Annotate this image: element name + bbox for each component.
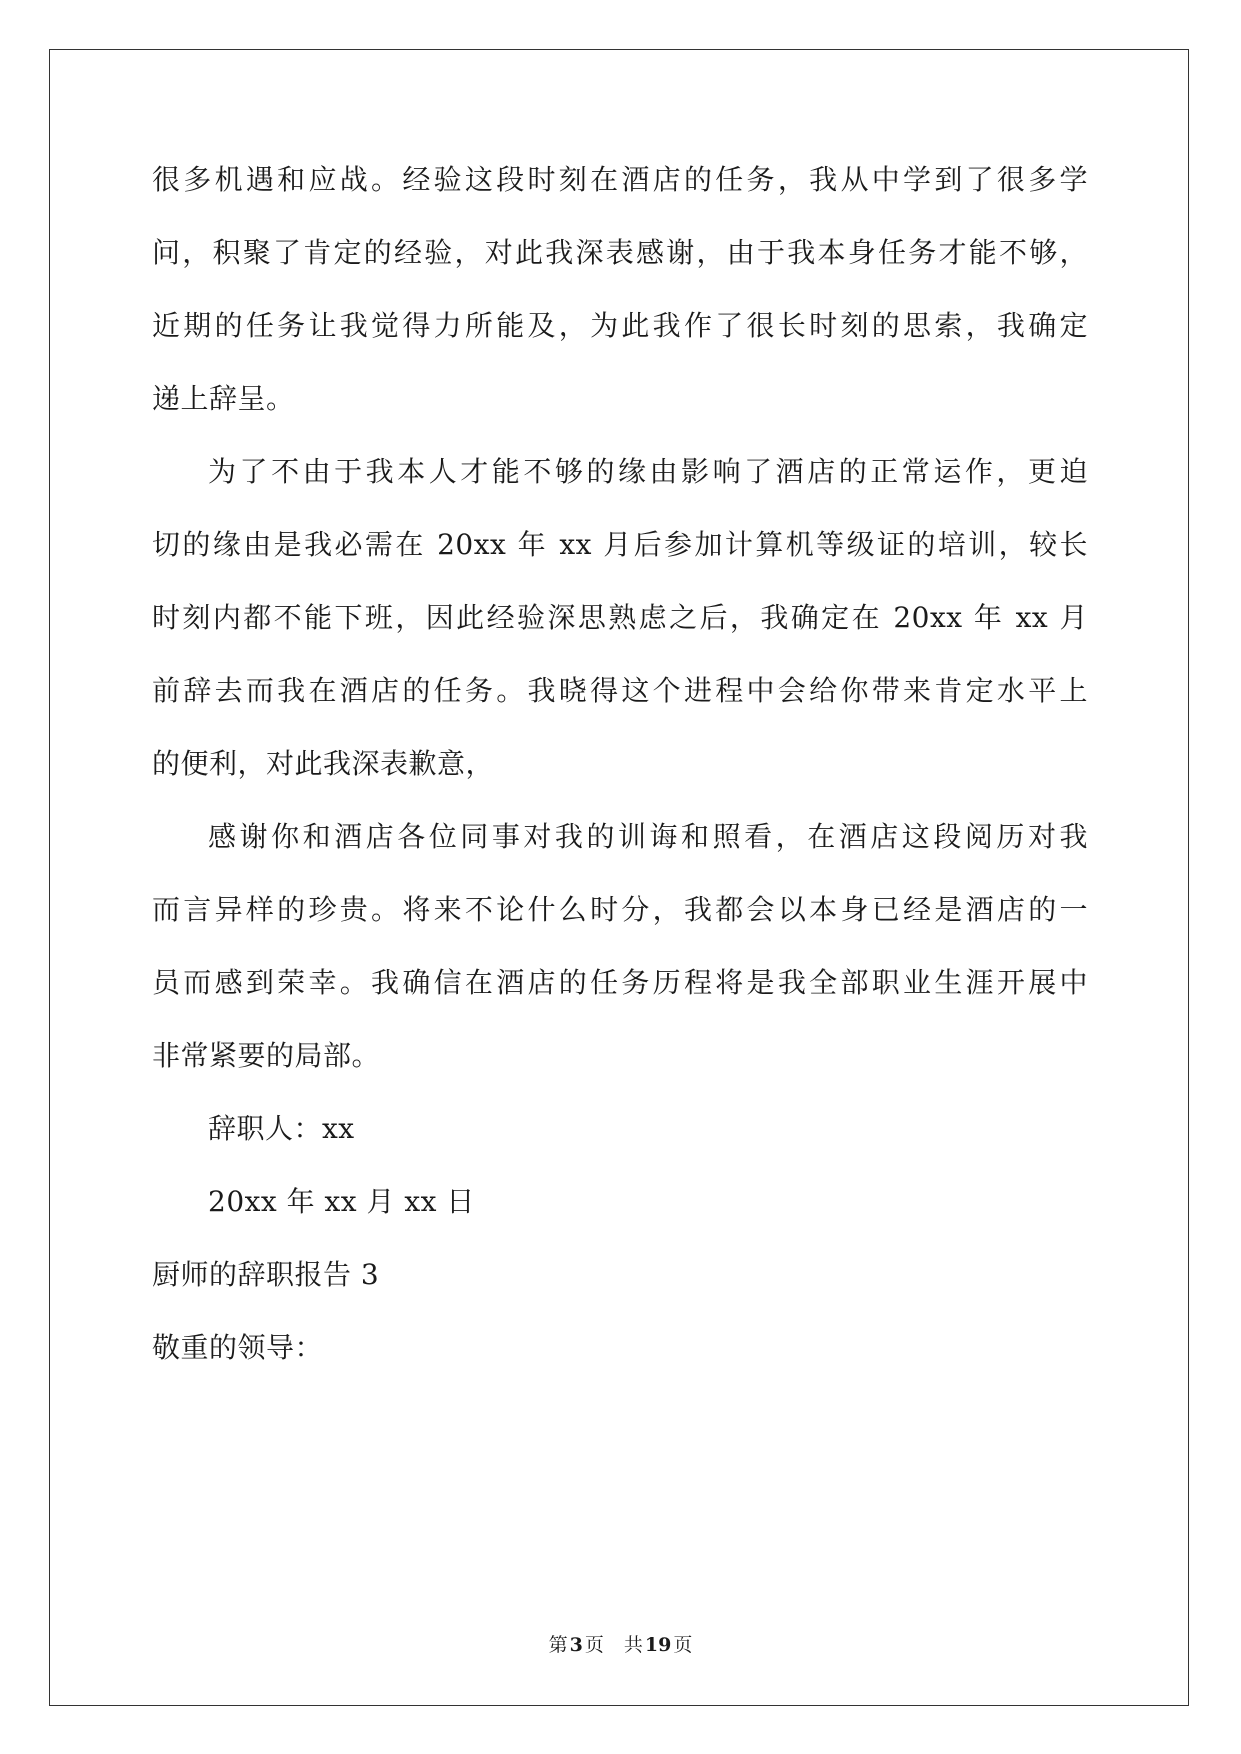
total-prefix: 共: [623, 1634, 643, 1656]
date-line: 20xx 年 xx 月 xx 日: [208, 1185, 475, 1218]
page-prefix: 第: [548, 1634, 568, 1656]
paragraph-line: 为了不由于我本人才能不够的缘由影响了酒店的正常运作，更迫: [208, 455, 1088, 488]
paragraph-line: 的便利，对此我深表歉意，: [152, 747, 495, 780]
paragraph-line: 而言异样的珍贵。将来不论什么时分，我都会以本身已经是酒店的一: [152, 893, 1088, 926]
page-footer: [0, 1632, 1241, 1658]
paragraph-line: 员而感到荣幸。我确信在酒店的任务历程将是我全部职业生涯开展中: [152, 966, 1088, 999]
page-unit: 页: [584, 1634, 604, 1656]
signature-line: 辞职人：xx: [208, 1112, 355, 1145]
paragraph-line: 时刻内都不能下班，因此经验深思熟虑之后，我确定在 20xx 年 xx 月: [152, 601, 1088, 634]
paragraph-line: 近期的任务让我觉得力所能及，为此我作了很长时刻的思索，我确定: [152, 309, 1088, 342]
paragraph-line: 递上辞呈。: [152, 382, 295, 415]
page-current: 3: [569, 1634, 583, 1656]
paragraph-line: 非常紧要的局部。: [152, 1039, 381, 1072]
salutation: 敬重的领导：: [152, 1331, 324, 1364]
paragraph-line: 切的缘由是我必需在 20xx 年 xx 月后参加计算机等级证的培训，较长: [152, 528, 1088, 561]
page-border: [49, 49, 1189, 1706]
page-total: 19: [644, 1634, 672, 1656]
paragraph-line: 感谢你和酒店各位同事对我的训诲和照看，在酒店这段阅历对我: [208, 820, 1088, 853]
paragraph-line: 很多机遇和应战。经验这段时刻在酒店的任务，我从中学到了很多学: [152, 163, 1088, 196]
paragraph-line: 前辞去而我在酒店的任务。我晓得这个进程中会给你带来肯定水平上: [152, 674, 1088, 707]
section-title: 厨师的辞职报告 3: [152, 1258, 380, 1291]
total-unit: 页: [673, 1634, 693, 1656]
paragraph-line: 问，积聚了肯定的经验，对此我深表感谢，由于我本身任务才能不够，: [152, 236, 1088, 269]
